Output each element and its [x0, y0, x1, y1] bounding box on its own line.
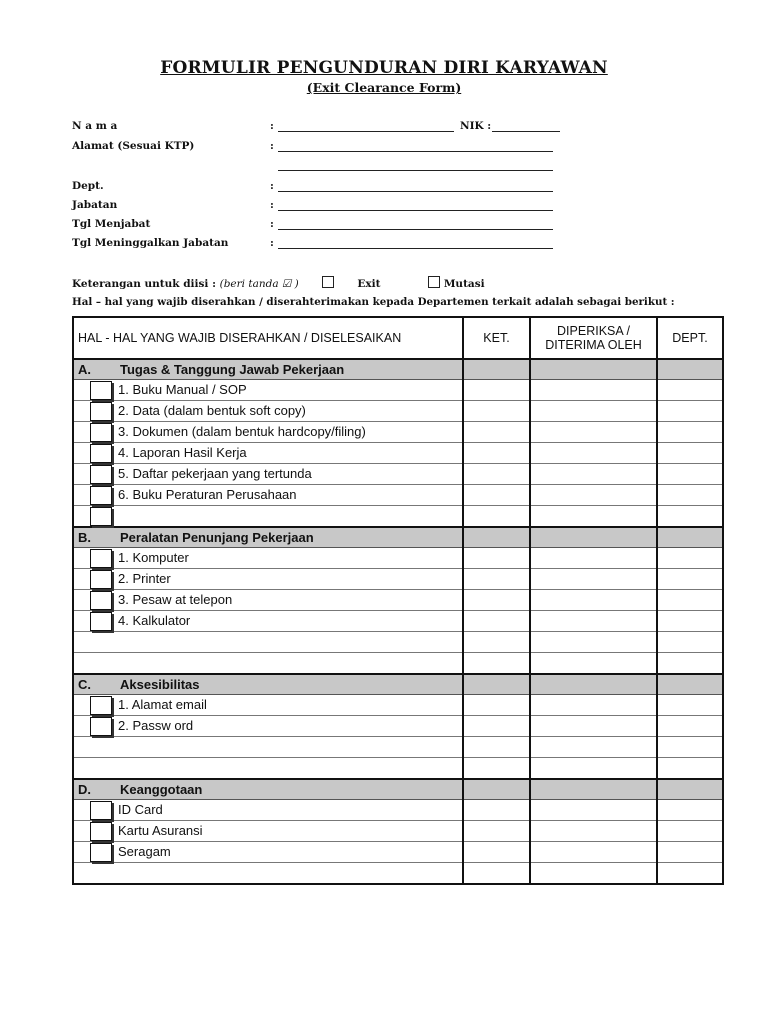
ket-cell[interactable] — [463, 380, 530, 401]
item-cell — [73, 506, 463, 528]
diperiksa-cell[interactable] — [530, 569, 657, 590]
section-row — [73, 359, 723, 380]
dept-cell[interactable] — [657, 695, 723, 716]
colon: : — [270, 237, 274, 249]
dept-cell[interactable] — [657, 548, 723, 569]
section-letter: A. — [78, 362, 91, 377]
dept-field[interactable] — [278, 191, 553, 192]
section-name: Keanggotaan — [120, 782, 203, 797]
dept-cell[interactable] — [657, 632, 723, 653]
ket-cell — [463, 527, 530, 548]
diperiksa-cell[interactable] — [530, 821, 657, 842]
item-checkbox[interactable] — [90, 612, 112, 631]
item-cell — [73, 401, 463, 422]
ket-cell[interactable] — [463, 464, 530, 485]
exit-checkbox[interactable] — [322, 276, 334, 288]
section-name: Peralatan Penunjang Pekerjaan — [120, 530, 314, 545]
ket-cell[interactable] — [463, 611, 530, 632]
jabatan-field[interactable] — [278, 210, 553, 211]
diperiksa-cell[interactable] — [530, 611, 657, 632]
item-cell — [73, 863, 463, 885]
item-checkbox[interactable] — [90, 717, 112, 736]
table-row — [73, 443, 723, 464]
table-row — [73, 464, 723, 485]
label-jabatan: Jabatan — [72, 199, 118, 211]
dept-cell[interactable] — [657, 422, 723, 443]
dept-cell[interactable] — [657, 737, 723, 758]
form-title: FORMULIR PENGUNDURAN DIRI KARYAWAN — [160, 58, 608, 78]
table-row — [73, 380, 723, 401]
diperiksa-cell — [530, 779, 657, 800]
item-label: 4. Kalkulator — [118, 613, 191, 628]
item-checkbox[interactable] — [90, 402, 112, 421]
ket-cell[interactable] — [463, 632, 530, 653]
section-letter: C. — [78, 677, 91, 692]
table-row — [73, 716, 723, 737]
table-row — [73, 821, 723, 842]
ket-cell[interactable] — [463, 443, 530, 464]
item-label: 6. Buku Peraturan Perusahaan — [118, 487, 297, 502]
dept-cell[interactable] — [657, 443, 723, 464]
dept-cell — [657, 527, 723, 548]
diperiksa-cell[interactable] — [530, 632, 657, 653]
item-cell — [73, 422, 463, 443]
item-cell — [73, 548, 463, 569]
item-checkbox[interactable] — [90, 843, 112, 862]
diperiksa-cell[interactable] — [530, 380, 657, 401]
table-row — [73, 401, 723, 422]
ket-cell[interactable] — [463, 800, 530, 821]
mutasi-label: Mutasi — [443, 278, 485, 290]
table-row-blank — [73, 758, 723, 780]
dept-cell[interactable] — [657, 821, 723, 842]
item-label: 3. Dokumen (dalam bentuk hardcopy/filing) — [118, 424, 366, 439]
item-cell — [73, 737, 463, 758]
table-row-blank — [73, 653, 723, 675]
item-cell — [73, 632, 463, 653]
colon: : — [270, 120, 274, 132]
label-alamat: Alamat (Sesuai KTP) — [72, 140, 195, 152]
table-row — [73, 569, 723, 590]
item-cell — [73, 695, 463, 716]
dept-cell[interactable] — [657, 863, 723, 885]
diperiksa-cell[interactable] — [530, 401, 657, 422]
label-tgl-meninggalkan: Tgl Meninggalkan Jabatan — [72, 237, 229, 249]
tgl-menjabat-field[interactable] — [278, 229, 553, 230]
item-checkbox[interactable] — [90, 486, 112, 505]
dept-cell[interactable] — [657, 653, 723, 675]
item-cell — [73, 758, 463, 780]
dept-cell — [657, 779, 723, 800]
section-title — [73, 674, 463, 695]
mutasi-checkbox[interactable] — [428, 276, 440, 288]
diperiksa-cell[interactable] — [530, 695, 657, 716]
item-checkbox[interactable] — [90, 591, 112, 610]
colon: : — [270, 199, 274, 211]
item-cell — [73, 464, 463, 485]
section-row — [73, 674, 723, 695]
diperiksa-cell[interactable] — [530, 464, 657, 485]
item-cell — [73, 485, 463, 506]
item-cell — [73, 443, 463, 464]
section-title — [73, 779, 463, 800]
dept-cell[interactable] — [657, 401, 723, 422]
item-label: 2. Passw ord — [118, 718, 194, 733]
colon: : — [270, 140, 274, 152]
item-label: 5. Daftar pekerjaan yang tertunda — [118, 466, 312, 481]
keterangan-row — [72, 276, 485, 290]
dept-cell[interactable] — [657, 380, 723, 401]
table-row — [73, 800, 723, 821]
item-cell — [73, 842, 463, 863]
item-label: 2. Data (dalam bentuk soft copy) — [118, 403, 306, 418]
item-checkbox[interactable] — [90, 696, 112, 715]
table-row — [73, 611, 723, 632]
keterangan-hint: (beri tanda ☑ ) — [219, 278, 299, 290]
item-checkbox[interactable] — [90, 381, 112, 400]
alamat-field[interactable] — [278, 151, 553, 152]
diperiksa-cell[interactable] — [530, 716, 657, 737]
ket-cell — [463, 674, 530, 695]
item-label: 3. Pesaw at telepon — [118, 592, 233, 607]
ket-cell[interactable] — [463, 401, 530, 422]
item-cell — [73, 821, 463, 842]
diperiksa-cell[interactable] — [530, 863, 657, 885]
ket-cell — [463, 359, 530, 380]
instruction-text: Hal – hal yang wajib diserahkan / diserahterimakan kepada Departemen terkait adalah sebagai berikut : — [72, 296, 675, 308]
item-cell — [73, 590, 463, 611]
header-ket: KET. — [463, 317, 530, 359]
dept-cell[interactable] — [657, 485, 723, 506]
diperiksa-cell[interactable] — [530, 506, 657, 528]
diperiksa-cell[interactable] — [530, 800, 657, 821]
dept-cell — [657, 674, 723, 695]
item-cell — [73, 380, 463, 401]
header-diperiksa: DIPERIKSA / DITERIMA OLEH — [530, 317, 657, 359]
dept-cell — [657, 359, 723, 380]
colon: : — [270, 180, 274, 192]
ket-cell[interactable] — [463, 716, 530, 737]
item-checkbox[interactable] — [90, 549, 112, 568]
section-name: Tugas & Tanggung Jawab Pekerjaan — [120, 362, 345, 377]
table-row-blank — [73, 506, 723, 528]
ket-cell[interactable] — [463, 422, 530, 443]
clearance-table — [72, 316, 722, 885]
dept-cell[interactable] — [657, 800, 723, 821]
ket-cell[interactable] — [463, 506, 530, 528]
dept-cell[interactable] — [657, 569, 723, 590]
label-dept: Dept. — [72, 180, 104, 192]
item-label: ID Card — [118, 802, 163, 817]
item-checkbox[interactable] — [90, 423, 112, 442]
ket-cell[interactable] — [463, 737, 530, 758]
table-row-blank — [73, 863, 723, 885]
item-checkbox[interactable] — [90, 444, 112, 463]
dept-cell[interactable] — [657, 590, 723, 611]
item-cell — [73, 611, 463, 632]
diperiksa-cell[interactable] — [530, 548, 657, 569]
ket-cell[interactable] — [463, 695, 530, 716]
item-label: 4. Laporan Hasil Kerja — [118, 445, 247, 460]
item-checkbox[interactable] — [90, 507, 112, 526]
table-row-blank — [73, 737, 723, 758]
table-row — [73, 695, 723, 716]
item-label: Kartu Asuransi — [118, 823, 203, 838]
header-dept: DEPT. — [657, 317, 723, 359]
dept-cell[interactable] — [657, 716, 723, 737]
diperiksa-cell[interactable] — [530, 590, 657, 611]
item-label: 1. Buku Manual / SOP — [118, 382, 247, 397]
section-name: Aksesibilitas — [120, 677, 200, 692]
section-title — [73, 527, 463, 548]
diperiksa-cell[interactable] — [530, 758, 657, 780]
diperiksa-cell[interactable] — [530, 653, 657, 675]
item-checkbox[interactable] — [90, 801, 112, 820]
header-hal: HAL - HAL YANG WAJIB DISERAHKAN / DISELESAIKAN — [73, 317, 463, 359]
tgl-meninggalkan-field[interactable] — [278, 248, 553, 249]
label-tgl-menjabat: Tgl Menjabat — [72, 218, 151, 230]
ket-cell[interactable] — [463, 842, 530, 863]
item-cell — [73, 716, 463, 737]
item-label: Seragam — [118, 844, 171, 859]
section-title — [73, 359, 463, 380]
ket-cell[interactable] — [463, 863, 530, 885]
diperiksa-cell[interactable] — [530, 443, 657, 464]
colon: : — [270, 218, 274, 230]
ket-cell[interactable] — [463, 758, 530, 780]
table-row — [73, 422, 723, 443]
exit-label: Exit — [357, 278, 381, 290]
item-label: 2. Printer — [118, 571, 171, 586]
item-checkbox[interactable] — [90, 570, 112, 589]
item-checkbox[interactable] — [90, 822, 112, 841]
ket-cell[interactable] — [463, 485, 530, 506]
diperiksa-cell — [530, 359, 657, 380]
table-row — [73, 842, 723, 863]
dept-cell[interactable] — [657, 464, 723, 485]
diperiksa-cell[interactable] — [530, 737, 657, 758]
section-row — [73, 527, 723, 548]
item-label: 1. Komputer — [118, 550, 189, 565]
ket-cell — [463, 779, 530, 800]
item-label: 1. Alamat email — [118, 697, 207, 712]
dept-cell[interactable] — [657, 758, 723, 780]
item-cell — [73, 800, 463, 821]
ket-cell[interactable] — [463, 590, 530, 611]
keterangan-label: Keterangan untuk diisi : — [72, 278, 216, 290]
diperiksa-cell — [530, 527, 657, 548]
item-checkbox[interactable] — [90, 465, 112, 484]
ket-cell[interactable] — [463, 653, 530, 675]
dept-cell[interactable] — [657, 506, 723, 528]
ket-cell[interactable] — [463, 569, 530, 590]
item-cell — [73, 653, 463, 675]
section-letter: D. — [78, 782, 91, 797]
table-row-blank — [73, 632, 723, 653]
section-row — [73, 779, 723, 800]
section-letter: B. — [78, 530, 91, 545]
form-subtitle: (Exit Clearance Form) — [306, 80, 462, 95]
nama-field[interactable] — [278, 131, 454, 132]
table-row — [73, 548, 723, 569]
table-row — [73, 590, 723, 611]
alamat-field-line2[interactable] — [278, 170, 553, 171]
label-nama: N a m a — [72, 120, 118, 132]
nik-field[interactable] — [492, 131, 560, 132]
diperiksa-cell[interactable] — [530, 842, 657, 863]
diperiksa-cell[interactable] — [530, 485, 657, 506]
diperiksa-cell — [530, 674, 657, 695]
label-nik: NIK : — [460, 120, 492, 132]
item-cell — [73, 569, 463, 590]
ket-cell[interactable] — [463, 548, 530, 569]
dept-cell[interactable] — [657, 611, 723, 632]
table-row — [73, 485, 723, 506]
ket-cell[interactable] — [463, 821, 530, 842]
dept-cell[interactable] — [657, 842, 723, 863]
diperiksa-cell[interactable] — [530, 422, 657, 443]
